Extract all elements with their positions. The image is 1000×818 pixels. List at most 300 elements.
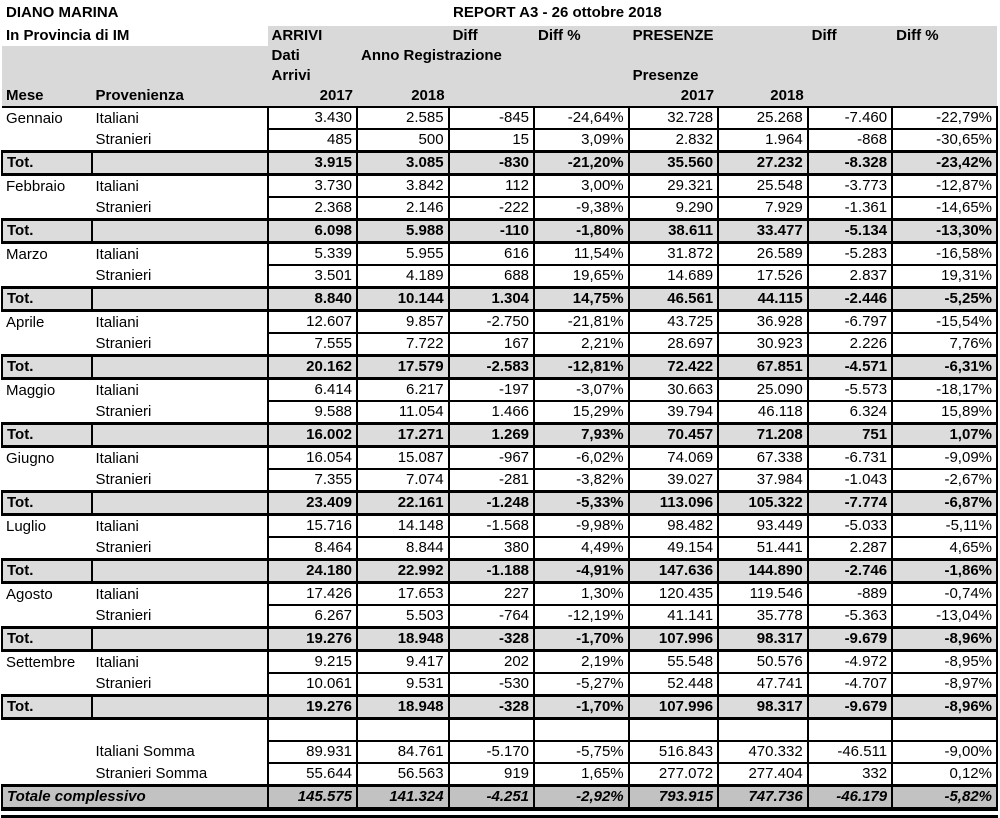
value-cell: 5.503	[357, 605, 449, 628]
total-value-cell: -13,30%	[892, 220, 997, 243]
month-name-cell: Agosto	[2, 583, 92, 606]
value-cell: 8.844	[357, 537, 449, 560]
total-value-cell: 46.561	[629, 288, 719, 311]
col-header-diffpct-presenze: Diff %	[892, 26, 997, 46]
value-cell: 39.794	[629, 401, 719, 424]
total-value-cell: 147.636	[629, 560, 719, 583]
month-total-row	[2, 628, 997, 651]
value-cell: -530	[449, 673, 534, 696]
value-cell: 47.741	[718, 673, 808, 696]
total-value-cell: 33.477	[718, 220, 808, 243]
total-value-cell: -1,86%	[892, 560, 997, 583]
value-cell: -1.361	[808, 197, 892, 220]
empty-value-cell	[449, 719, 534, 742]
total-spacer-cell	[92, 356, 268, 379]
value-cell: 37.984	[718, 469, 808, 492]
value-cell: 3.842	[357, 175, 449, 198]
month-total-row	[2, 560, 997, 583]
month-data-row	[2, 379, 997, 402]
value-cell: -12,87%	[892, 175, 997, 198]
value-cell: 17.426	[268, 583, 358, 606]
summary-value-cell: -9,00%	[892, 741, 997, 763]
value-cell: 227	[449, 583, 534, 606]
col-header-provenienza: Provenienza	[92, 86, 268, 107]
summary-value-cell: 277.404	[718, 763, 808, 786]
total-value-cell: 1.304	[449, 288, 534, 311]
grand-total-value-cell: 145.575	[268, 786, 358, 810]
total-spacer-cell	[92, 220, 268, 243]
total-value-cell: -830	[449, 152, 534, 175]
origin-cell: Italiani	[92, 175, 268, 198]
summary-row	[2, 741, 997, 763]
total-spacer-cell	[92, 152, 268, 175]
value-cell: -9,98%	[534, 515, 629, 538]
origin-cell: Italiani	[92, 651, 268, 674]
col-header-presenze: PRESENZE	[629, 26, 719, 46]
total-value-cell: -1,70%	[534, 696, 629, 719]
value-cell: 41.141	[629, 605, 719, 628]
total-label-cell: Tot.	[2, 220, 92, 243]
origin-cell: Stranieri	[92, 605, 268, 628]
value-cell: 32.728	[629, 107, 719, 129]
total-spacer-cell	[92, 560, 268, 583]
value-cell: 16.054	[268, 447, 358, 470]
total-value-cell: 22.992	[357, 560, 449, 583]
month-name-cell	[2, 469, 92, 492]
total-value-cell: 16.002	[268, 424, 358, 447]
month-data-row	[2, 333, 997, 356]
summary-value-cell: 470.332	[718, 741, 808, 763]
total-value-cell: -2.746	[808, 560, 892, 583]
value-cell: 43.725	[629, 311, 719, 334]
value-cell: -16,58%	[892, 243, 997, 266]
total-value-cell: -4,91%	[534, 560, 629, 583]
total-value-cell: -1.248	[449, 492, 534, 515]
month-data-row	[2, 107, 997, 129]
col-header-mese: Mese	[2, 86, 92, 107]
month-name-cell: Aprile	[2, 311, 92, 334]
total-label-cell: Tot.	[2, 492, 92, 515]
value-cell: 39.027	[629, 469, 719, 492]
total-value-cell: -9.679	[808, 628, 892, 651]
value-cell: 25.548	[718, 175, 808, 198]
total-value-cell: 71.208	[718, 424, 808, 447]
value-cell: 11,54%	[534, 243, 629, 266]
origin-cell: Italiani	[92, 583, 268, 606]
col-header-diff-presenze: Diff	[808, 26, 892, 46]
value-cell: 25.090	[718, 379, 808, 402]
month-name-cell	[2, 401, 92, 424]
value-cell: -4.972	[808, 651, 892, 674]
total-value-cell: -5.134	[808, 220, 892, 243]
value-cell: -9,09%	[892, 447, 997, 470]
value-cell: 1.964	[718, 129, 808, 152]
value-cell: -889	[808, 583, 892, 606]
total-value-cell: -2.446	[808, 288, 892, 311]
value-cell: 11.054	[357, 401, 449, 424]
month-name-cell: Maggio	[2, 379, 92, 402]
summary-value-cell: -5,75%	[534, 741, 629, 763]
total-value-cell: 3.085	[357, 152, 449, 175]
value-cell: 5.339	[268, 243, 358, 266]
value-cell: 7.555	[268, 333, 358, 356]
value-cell: 30.663	[629, 379, 719, 402]
total-label-cell: Tot.	[2, 560, 92, 583]
month-name-cell: Giugno	[2, 447, 92, 470]
month-name-cell	[2, 129, 92, 152]
month-name-cell: Marzo	[2, 243, 92, 266]
total-value-cell: 107.996	[629, 696, 719, 719]
value-cell: 6.267	[268, 605, 358, 628]
total-value-cell: -5,33%	[534, 492, 629, 515]
value-cell: -18,17%	[892, 379, 997, 402]
value-cell: -22,79%	[892, 107, 997, 129]
total-value-cell: 23.409	[268, 492, 358, 515]
value-cell: -845	[449, 107, 534, 129]
grand-total-value-cell: -4.251	[449, 786, 534, 810]
month-data-row	[2, 129, 997, 152]
grand-total-label-cell: Totale complessivo	[2, 786, 268, 810]
empty-value-cell	[892, 719, 997, 742]
summary-value-cell: 55.644	[268, 763, 358, 786]
value-cell: 2.832	[629, 129, 719, 152]
value-cell: -13,04%	[892, 605, 997, 628]
total-value-cell: -328	[449, 696, 534, 719]
summary-spacer-cell	[2, 763, 92, 786]
total-value-cell: 105.322	[718, 492, 808, 515]
total-value-cell: 98.317	[718, 628, 808, 651]
value-cell: 3.730	[268, 175, 358, 198]
col-header-anno-registrazione: Anno Registrazione	[357, 46, 534, 66]
origin-cell: Stranieri	[92, 129, 268, 152]
month-total-row	[2, 288, 997, 311]
total-value-cell: 10.144	[357, 288, 449, 311]
value-cell: 2.287	[808, 537, 892, 560]
empty-value-cell	[808, 719, 892, 742]
value-cell: 4,65%	[892, 537, 997, 560]
col-header-dati: Dati	[268, 46, 358, 66]
spacer-row	[2, 719, 997, 742]
total-value-cell: -8.328	[808, 152, 892, 175]
value-cell: 4.189	[357, 265, 449, 288]
spacer-cell	[2, 719, 268, 742]
total-value-cell: 24.180	[268, 560, 358, 583]
value-cell: 98.482	[629, 515, 719, 538]
value-cell: -2,67%	[892, 469, 997, 492]
total-value-cell: -110	[449, 220, 534, 243]
value-cell: -4.707	[808, 673, 892, 696]
value-cell: 167	[449, 333, 534, 356]
value-cell: 19,65%	[534, 265, 629, 288]
total-value-cell: 22.161	[357, 492, 449, 515]
value-cell: -1.568	[449, 515, 534, 538]
total-value-cell: 113.096	[629, 492, 719, 515]
col-header-arrivi-sub: Arrivi	[268, 66, 358, 86]
value-cell: 3,00%	[534, 175, 629, 198]
value-cell: 112	[449, 175, 534, 198]
value-cell: -5.033	[808, 515, 892, 538]
total-value-cell: -9.679	[808, 696, 892, 719]
header-row-1	[2, 26, 997, 46]
month-total-row	[2, 696, 997, 719]
value-cell: -5.363	[808, 605, 892, 628]
value-cell: 2,19%	[534, 651, 629, 674]
month-data-row	[2, 605, 997, 628]
total-value-cell: -7.774	[808, 492, 892, 515]
month-data-row	[2, 401, 997, 424]
value-cell: -5.283	[808, 243, 892, 266]
value-cell: 15	[449, 129, 534, 152]
value-cell: 17.526	[718, 265, 808, 288]
value-cell: -868	[808, 129, 892, 152]
value-cell: -30,65%	[892, 129, 997, 152]
value-cell: 14.148	[357, 515, 449, 538]
total-value-cell: 38.611	[629, 220, 719, 243]
total-label-cell: Tot.	[2, 152, 92, 175]
summary-value-cell: 1,65%	[534, 763, 629, 786]
total-value-cell: -6,31%	[892, 356, 997, 379]
origin-cell: Italiani	[92, 243, 268, 266]
summary-value-cell: 84.761	[357, 741, 449, 763]
value-cell: -15,54%	[892, 311, 997, 334]
month-data-row	[2, 265, 997, 288]
value-cell: 2.368	[268, 197, 358, 220]
value-cell: 1.466	[449, 401, 534, 424]
summary-value-cell: 919	[449, 763, 534, 786]
summary-value-cell: 56.563	[357, 763, 449, 786]
header-spacer	[534, 46, 629, 66]
header-spacer	[357, 26, 449, 46]
value-cell: 7,76%	[892, 333, 997, 356]
total-spacer-cell	[92, 628, 268, 651]
value-cell: 6.324	[808, 401, 892, 424]
total-value-cell: 1,07%	[892, 424, 997, 447]
header-row-2	[2, 46, 997, 66]
grand-total-value-cell: 141.324	[357, 786, 449, 810]
total-value-cell: 19.276	[268, 696, 358, 719]
total-spacer-cell	[92, 424, 268, 447]
value-cell: 8.464	[268, 537, 358, 560]
total-value-cell: 17.271	[357, 424, 449, 447]
value-cell: 51.441	[718, 537, 808, 560]
report-title: REPORT A3 - 26 ottobre 2018	[453, 4, 662, 21]
summary-value-cell: 332	[808, 763, 892, 786]
total-value-cell: -8,96%	[892, 628, 997, 651]
value-cell: -5,11%	[892, 515, 997, 538]
total-value-cell: -6,87%	[892, 492, 997, 515]
month-data-row	[2, 673, 997, 696]
month-name-cell: Luglio	[2, 515, 92, 538]
value-cell: 49.154	[629, 537, 719, 560]
month-name-cell	[2, 197, 92, 220]
month-data-row	[2, 311, 997, 334]
value-cell: 5.955	[357, 243, 449, 266]
report-table	[1, 0, 998, 811]
total-spacer-cell	[92, 492, 268, 515]
value-cell: 2.146	[357, 197, 449, 220]
total-value-cell: -1,70%	[534, 628, 629, 651]
value-cell: 9.857	[357, 311, 449, 334]
origin-cell: Stranieri	[92, 197, 268, 220]
month-data-row	[2, 537, 997, 560]
value-cell: 120.435	[629, 583, 719, 606]
total-value-cell: 751	[808, 424, 892, 447]
value-cell: 15,89%	[892, 401, 997, 424]
col-header-presenze-2017: 2017	[629, 86, 719, 107]
value-cell: 2.837	[808, 265, 892, 288]
grand-total-value-cell: -2,92%	[534, 786, 629, 810]
header-spacer	[718, 26, 808, 46]
total-value-cell: -4.571	[808, 356, 892, 379]
value-cell: -14,65%	[892, 197, 997, 220]
total-value-cell: 35.560	[629, 152, 719, 175]
header-spacer	[534, 86, 629, 107]
total-label-cell: Tot.	[2, 288, 92, 311]
month-total-row	[2, 492, 997, 515]
total-value-cell: 8.840	[268, 288, 358, 311]
value-cell: 36.928	[718, 311, 808, 334]
value-cell: -197	[449, 379, 534, 402]
value-cell: 9.531	[357, 673, 449, 696]
summary-value-cell: 89.931	[268, 741, 358, 763]
month-name-cell: Settembre	[2, 651, 92, 674]
value-cell: -6.731	[808, 447, 892, 470]
title-cell	[2, 0, 997, 26]
month-name-cell: Gennaio	[2, 107, 92, 129]
value-cell: 9.417	[357, 651, 449, 674]
col-header-arrivi-2018: 2018	[357, 86, 449, 107]
total-value-cell: 72.422	[629, 356, 719, 379]
month-data-row	[2, 583, 997, 606]
value-cell: -6,02%	[534, 447, 629, 470]
total-value-cell: 7,93%	[534, 424, 629, 447]
total-spacer-cell	[92, 696, 268, 719]
month-data-row	[2, 515, 997, 538]
value-cell: 29.321	[629, 175, 719, 198]
value-cell: 52.448	[629, 673, 719, 696]
header-spacer	[449, 86, 534, 107]
total-value-cell: -1,80%	[534, 220, 629, 243]
month-name-cell	[2, 537, 92, 560]
value-cell: -12,19%	[534, 605, 629, 628]
value-cell: 93.449	[718, 515, 808, 538]
col-header-arrivi-2017: 2017	[268, 86, 358, 107]
value-cell: 15.716	[268, 515, 358, 538]
month-data-row	[2, 651, 997, 674]
header-spacer	[629, 46, 719, 66]
col-header-presenze-2018: 2018	[718, 86, 808, 107]
value-cell: -2.750	[449, 311, 534, 334]
month-name-cell	[2, 265, 92, 288]
month-name-cell	[2, 605, 92, 628]
origin-cell: Stranieri	[92, 673, 268, 696]
header-spacer	[718, 46, 997, 66]
summary-label-cell: Stranieri Somma	[92, 763, 268, 786]
value-cell: -5.573	[808, 379, 892, 402]
month-name-cell	[2, 333, 92, 356]
value-cell: 2.226	[808, 333, 892, 356]
total-value-cell: 98.317	[718, 696, 808, 719]
month-name-cell	[2, 673, 92, 696]
header-spacer	[808, 86, 892, 107]
value-cell: -6.797	[808, 311, 892, 334]
month-total-row	[2, 220, 997, 243]
value-cell: -967	[449, 447, 534, 470]
value-cell: 3,09%	[534, 129, 629, 152]
summary-value-cell: 516.843	[629, 741, 719, 763]
value-cell: 1,30%	[534, 583, 629, 606]
total-label-cell: Tot.	[2, 424, 92, 447]
summary-value-cell: -5.170	[449, 741, 534, 763]
value-cell: 14.689	[629, 265, 719, 288]
value-cell: -5,27%	[534, 673, 629, 696]
total-value-cell: 20.162	[268, 356, 358, 379]
value-cell: -8,95%	[892, 651, 997, 674]
total-value-cell: -23,42%	[892, 152, 997, 175]
value-cell: 25.268	[718, 107, 808, 129]
month-data-row	[2, 197, 997, 220]
month-data-row	[2, 175, 997, 198]
summary-spacer-cell	[2, 741, 92, 763]
value-cell: 74.069	[629, 447, 719, 470]
header-spacer	[892, 86, 997, 107]
value-cell: 9.215	[268, 651, 358, 674]
location-title: DIANO MARINA	[6, 4, 119, 21]
grand-total-value-cell: 747.736	[718, 786, 808, 810]
value-cell: 19,31%	[892, 265, 997, 288]
total-value-cell: 14,75%	[534, 288, 629, 311]
origin-cell: Italiani	[92, 515, 268, 538]
value-cell: 26.589	[718, 243, 808, 266]
month-name-cell: Febbraio	[2, 175, 92, 198]
grand-total-value-cell: -5,82%	[892, 786, 997, 810]
value-cell: 12.607	[268, 311, 358, 334]
value-cell: 688	[449, 265, 534, 288]
empty-value-cell	[268, 719, 358, 742]
grand-total-value-cell: 793.915	[629, 786, 719, 810]
empty-value-cell	[629, 719, 719, 742]
total-value-cell: 1.269	[449, 424, 534, 447]
value-cell: 9.290	[629, 197, 719, 220]
value-cell: -24,64%	[534, 107, 629, 129]
total-value-cell: 18.948	[357, 628, 449, 651]
value-cell: 30.923	[718, 333, 808, 356]
month-total-row	[2, 424, 997, 447]
origin-cell: Stranieri	[92, 469, 268, 492]
province-subtitle: In Provincia di IM	[2, 26, 268, 46]
value-cell: 50.576	[718, 651, 808, 674]
origin-cell: Italiani	[92, 107, 268, 129]
grand-total-row	[2, 786, 997, 810]
title-row	[2, 0, 997, 26]
month-total-row	[2, 356, 997, 379]
value-cell: 28.697	[629, 333, 719, 356]
value-cell: 17.653	[357, 583, 449, 606]
month-total-row	[2, 152, 997, 175]
value-cell: 2,21%	[534, 333, 629, 356]
value-cell: -3,07%	[534, 379, 629, 402]
total-value-cell: 107.996	[629, 628, 719, 651]
header-row-3	[2, 66, 997, 86]
origin-cell: Italiani	[92, 447, 268, 470]
total-value-cell: 70.457	[629, 424, 719, 447]
header-spacer	[718, 66, 997, 86]
value-cell: 2.585	[357, 107, 449, 129]
value-cell: 380	[449, 537, 534, 560]
month-data-row	[2, 469, 997, 492]
value-cell: 6.414	[268, 379, 358, 402]
value-cell: 119.546	[718, 583, 808, 606]
